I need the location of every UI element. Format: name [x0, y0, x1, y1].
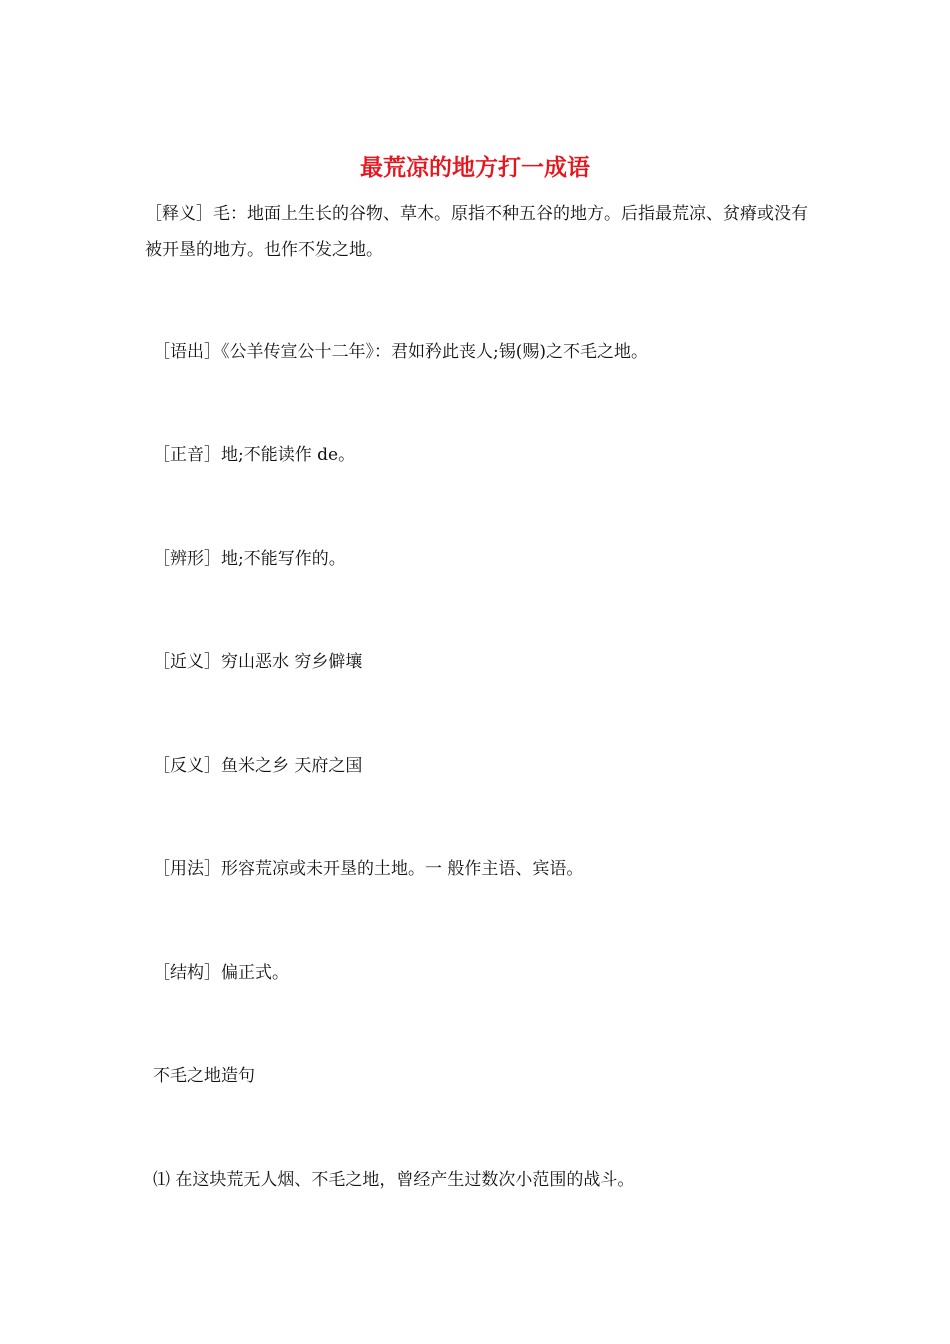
form-distinction-line: ［辨形］地;不能写作的。 — [153, 549, 346, 569]
source-line: ［语出］《公羊传宣公十二年》：君如矜此丧人;锡(赐)之不毛之地。 — [153, 342, 648, 362]
synonyms-line: ［近义］穷山恶水 穷乡僻壤 — [153, 652, 363, 672]
document-title: 最荒凉的地方打一成语 — [360, 154, 590, 181]
usage-line: ［用法］形容荒凉或未开垦的土地。一 般作主语、宾语。 — [153, 859, 584, 879]
example-sentences-heading: 不毛之地造句 — [153, 1066, 255, 1086]
example-sentence-1: ⑴ 在这块荒无人烟、不毛之地，曾经产生过数次小范围的战斗。 — [153, 1170, 635, 1190]
pronunciation-line: ［正音］地;不能读作 de。 — [153, 445, 356, 465]
antonyms-line: ［反义］鱼米之乡 天府之国 — [153, 756, 363, 776]
structure-line: ［结构］偏正式。 — [153, 963, 289, 983]
definition-paragraph: ［释义］毛：地面上生长的谷物、草木。原指不种五谷的地方。后指最荒凉、贫瘠或没有被开垦的地方。也作不发之地。 — [145, 204, 808, 260]
